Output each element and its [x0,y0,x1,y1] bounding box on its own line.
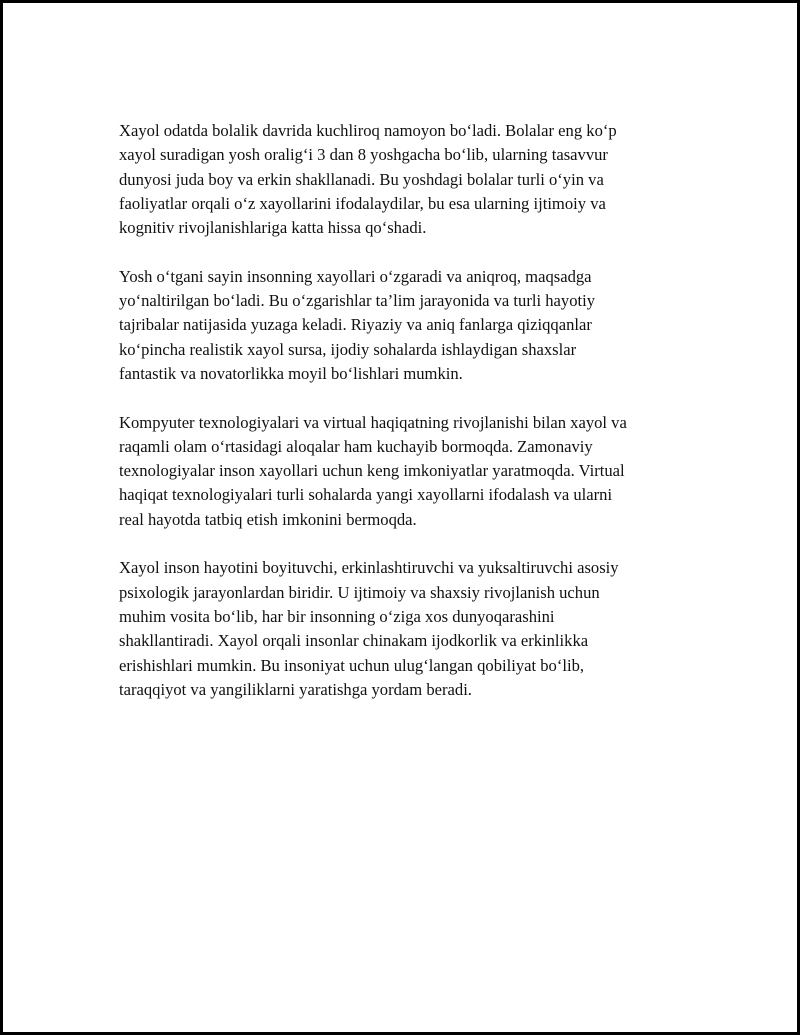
paragraph-line: real hayotda tatbiq etish imkonini bermoqda. [119,509,417,529]
paragraph-3 [119,411,699,532]
paragraph-line: texnologiyalar inson xayollari uchun keng imkoniyatlar yaratmoqda. Virtual [119,461,625,481]
paragraph-line: yo‘naltirilgan bo‘ladi. Bu o‘zgarishlar ta’lim jarayonida va turli hayotiy [119,291,596,311]
paragraph-line: xayol suradigan yosh oralig‘i 3 dan 8 yoshgacha bo‘lib, ularning tasavvur [119,145,608,165]
paragraph-line: haqiqat texnologiyalari turli sohalarda yangi xayollarni ifodalash va ularni [119,485,613,505]
paragraph-line: Yosh o‘tgani sayin insonning xayollari o‘zgaradi va aniqroq, maqsadga [119,266,592,286]
paragraph-line: shakllantiradi. Xayol orqali insonlar chinakam ijodkorlik va erkinlikka [119,631,589,651]
paragraph-line: tajribalar natijasida yuzaga keladi. Riyaziy va aniq fanlarga qiziqqanlar [119,315,592,335]
paragraph-line: ko‘pincha realistik xayol sursa, ijodiy sohalarda ishlaydigan shaxslar [119,339,577,359]
paragraph-line: fantastik va novatorlikka moyil bo‘lishlari mumkin. [119,363,463,383]
paragraph-2 [119,265,699,386]
document-body [119,119,699,702]
paragraph-line: taraqqiyot va yangiliklarni yaratishga yordam beradi. [119,679,472,699]
paragraph-line: psixologik jarayonlardan biridir. U ijtimoiy va shaxsiy rivojlanish uchun [119,582,600,602]
paragraph-line: Xayol odatda bolalik davrida kuchliroq namoyon bo‘ladi. Bolalar eng ko‘p [119,121,617,140]
paragraph-line: muhim vosita bo‘lib, har bir insonning o‘ziga xos dunyoqarashini [119,606,555,626]
paragraph-1 [119,119,699,240]
paragraph-line: erishishlari mumkin. Bu insoniyat uchun ulug‘langan qobiliyat bo‘lib, [119,655,585,675]
paragraph-4 [119,556,699,702]
paragraph-line: Xayol inson hayotini boyituvchi, erkinlashtiruvchi va yuksaltiruvchi asosiy [119,558,619,578]
paragraph-line: raqamli olam o‘rtasidagi aloqalar ham kuchayib bormoqda. Zamonaviy [119,436,593,456]
paragraph-line: dunyosi juda boy va erkin shakllanadi. Bu yoshdagi bolalar turli o‘yin va [119,169,604,189]
paragraph-line: faoliyatlar orqali o‘z xayollarini ifodalaydilar, bu esa ularning ijtimoiy va [119,193,606,213]
paragraph-line: Kompyuter texnologiyalari va virtual haqiqatning rivojlanishi bilan xayol va [119,412,627,432]
paragraph-line: kognitiv rivojlanishlariga katta hissa qo‘shadi. [119,218,427,238]
